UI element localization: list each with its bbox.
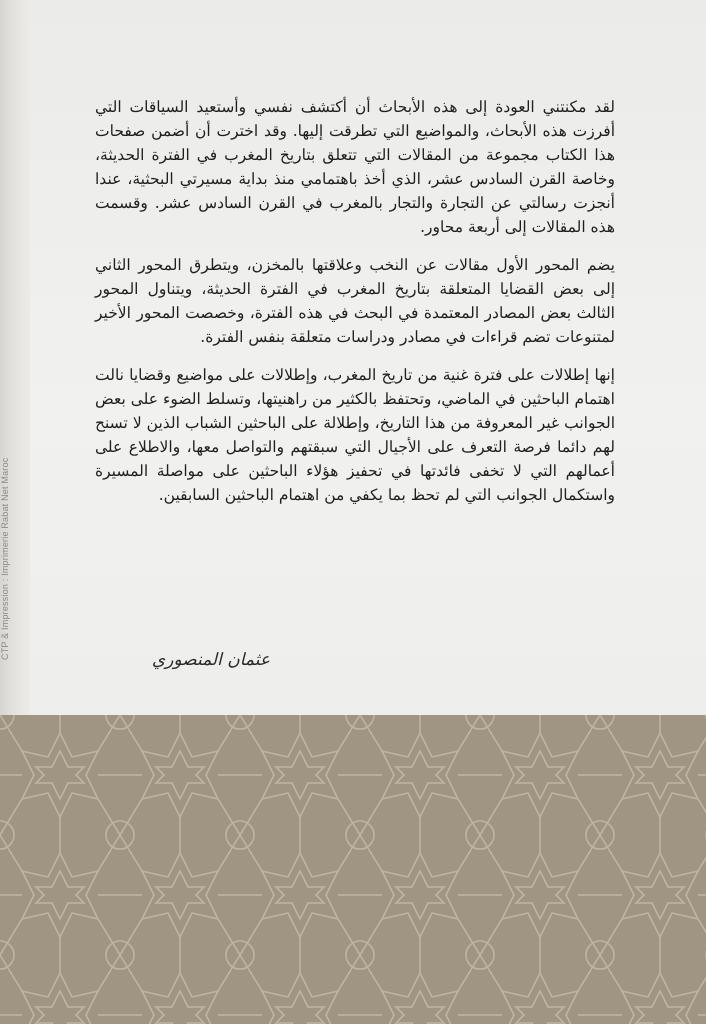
blurb-paragraph-3: إنها إطلالات على فترة غنية من تاريخ المغرب، وإطلالات على مواضيع وقضايا نالت اهتمام الباحثين في الماضي، وتحتفظ بالكثير من راهنيتها، وتسلط الضوء على بعض الجوانب غير المعروفة من هذا التاريخ، وإطلالة على الباحثين الشباب الذين لا تسنح لهم دائما فرصة التعرف على الأجيال التي سبقتهم والتواصل معها، والاطلاع على أعمالهم التي لا تخفى فائدتها في تحفيز هؤلاء الباحثين على مواصلة المسيرة واستكمال الجوانب التي لم تحظ بما يكفي من اهتمام الباحثين السابقين. <box>95 366 615 504</box>
geometric-pattern-band <box>0 715 706 1024</box>
blurb-paragraph-2: يضم المحور الأول مقالات عن النخب وعلاقتها بالمخزن، ويتطرق المحور الثاني إلى بعض القضايا المتعلقة بتاريخ المغرب في الفترة الحديثة، ويتناول المحور الثالث بعض المصادر المعتمدة في البحث في هذه الفترة، وخصصت المحور الأخير لمتنوعات تضم قراءات في مصادر ودراسات متعلقة بنفس الفترة. <box>95 256 615 346</box>
blurb-text <box>95 95 615 521</box>
imprint-credit: CTP & Impression : Imprimerie Rabat Net Maroc <box>0 457 10 660</box>
author-signature: عثمان المنصوري <box>151 650 270 670</box>
islamic-star-pattern <box>0 715 706 1024</box>
blurb-paragraph-1: لقد مكنتني العودة إلى هذه الأبحاث أن أكتشف نفسي وأستعيد السياقات التي أفرزت هذه الأبحاث، والمواضيع التي تطرقت إليها. وقد اخترت أن أضمن صفحات هذا الكتاب مجموعة من المقالات التي تتعلق بتاريخ المغرب في الفترة الحديثة، وخاصة القرن السادس عشر، الذي أخذ باهتمامي منذ بداية مسيرتي البحثية، عندا أنجزت رسالتي عن التجارة والتجار بالمغرب في القرن السادس عشر. وقسمت هذه المقالات إلى أربعة محاور. <box>95 98 615 236</box>
